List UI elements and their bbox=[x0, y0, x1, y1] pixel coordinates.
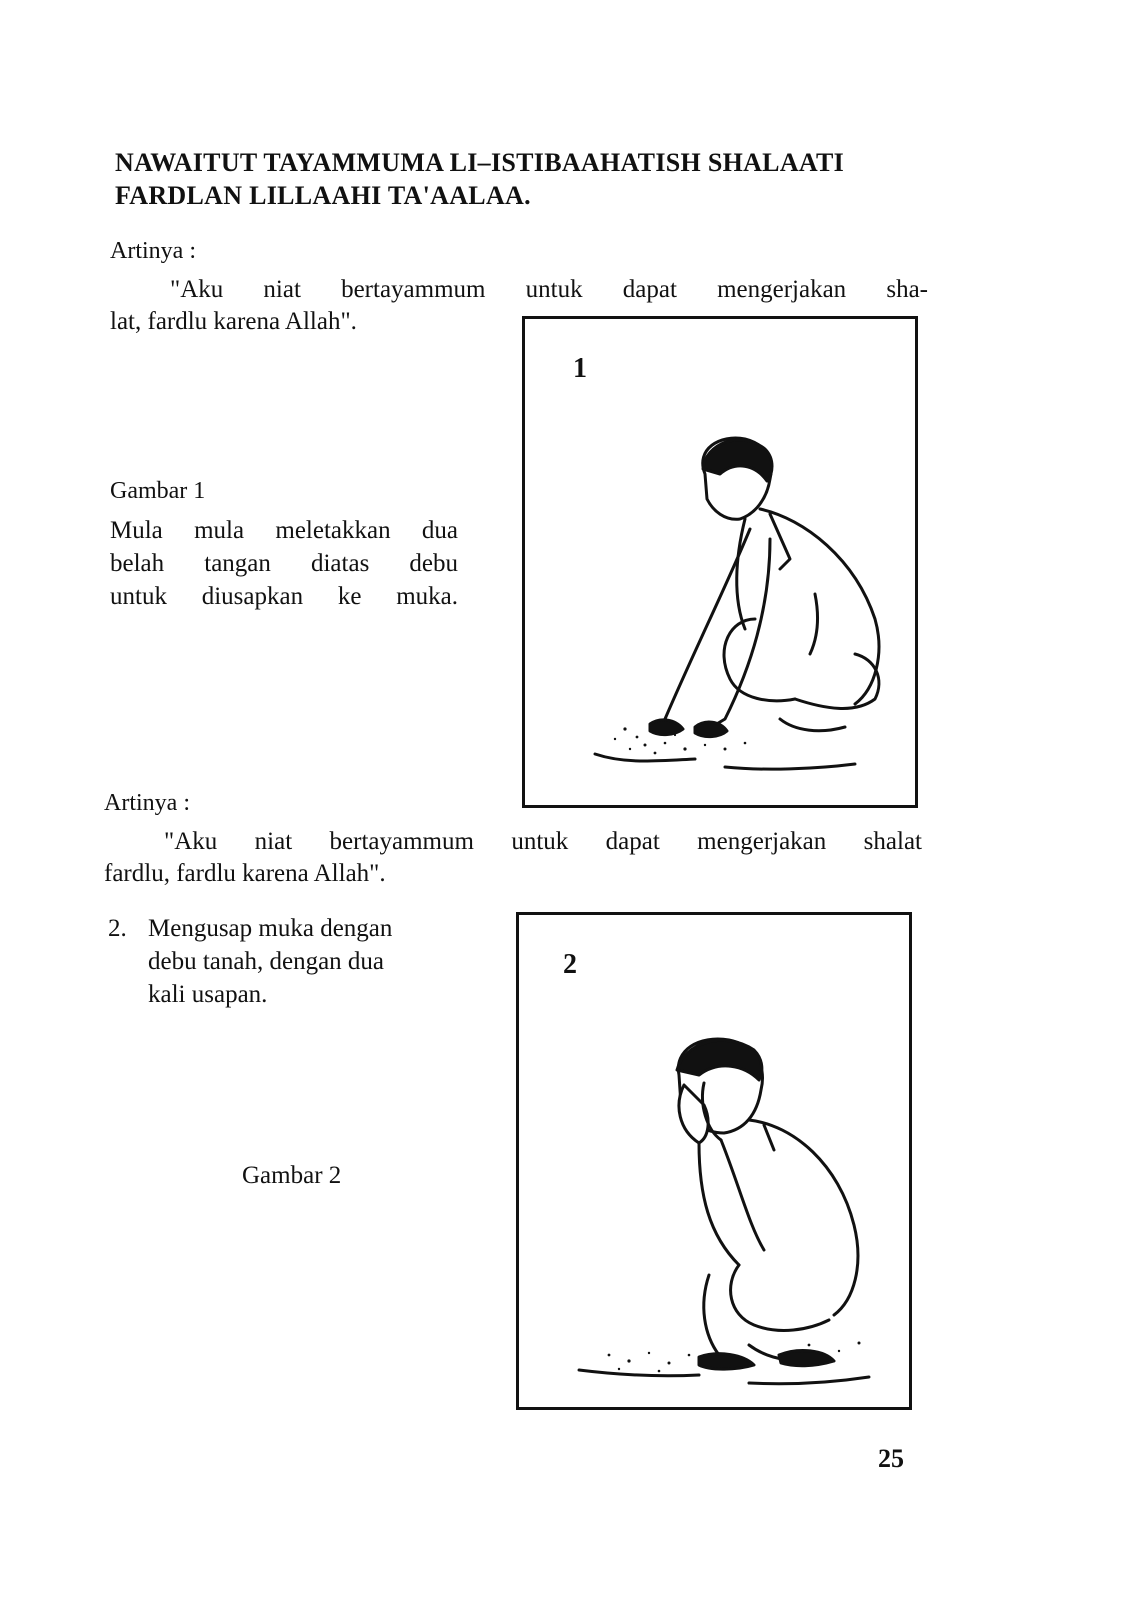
figure-1-caption-title: Gambar 1 bbox=[110, 478, 206, 504]
heading-line-1: NAWAITUT TAYAMMUMA LI–ISTIBAAHATISH SHALAATI bbox=[115, 148, 845, 177]
figure-2-caption-title: Gambar 2 bbox=[242, 1162, 342, 1189]
translation-1-line-2: lat, fardlu karena Allah". bbox=[110, 308, 357, 335]
item-2-line: debu tanah, dengan dua bbox=[148, 948, 385, 975]
artinya-label-2: Artinya : bbox=[104, 790, 190, 816]
figure-1-number: 1 bbox=[573, 353, 587, 384]
figure-1-illustration bbox=[555, 419, 895, 789]
page-number: 25 bbox=[878, 1444, 904, 1473]
figure-1-caption-line: Mula mula meletakkan dua bbox=[110, 517, 458, 544]
figure-1-caption-text bbox=[110, 514, 458, 613]
translation-2-line-1: "Aku niat bertayammum untuk dapat mengerjakan shalat bbox=[164, 828, 922, 855]
heading-line-2: FARDLAN LILLAAHI TA'AALAA. bbox=[115, 181, 531, 210]
figure-1-caption-line: untuk diusapkan ke muka. bbox=[110, 583, 458, 610]
figure-2-illustration bbox=[549, 1025, 889, 1395]
page-heading bbox=[115, 146, 945, 212]
figure-2-frame bbox=[516, 912, 912, 1410]
item-2-line: kali usapan. bbox=[148, 981, 268, 1008]
artinya-label-1: Artinya : bbox=[110, 238, 196, 264]
item-2-number: 2. bbox=[108, 915, 127, 942]
figure-1-frame bbox=[522, 316, 918, 808]
translation-1-line-1: "Aku niat bertayammum untuk dapat mengerjakan sha- bbox=[170, 276, 928, 303]
item-2-line: Mengusap muka dengan bbox=[148, 915, 393, 942]
figure-2-number: 2 bbox=[563, 949, 577, 980]
translation-2-line-2: fardlu, fardlu karena Allah". bbox=[104, 860, 386, 887]
item-2-text bbox=[148, 912, 448, 1011]
figure-1-caption-line: belah tangan diatas debu bbox=[110, 550, 458, 577]
